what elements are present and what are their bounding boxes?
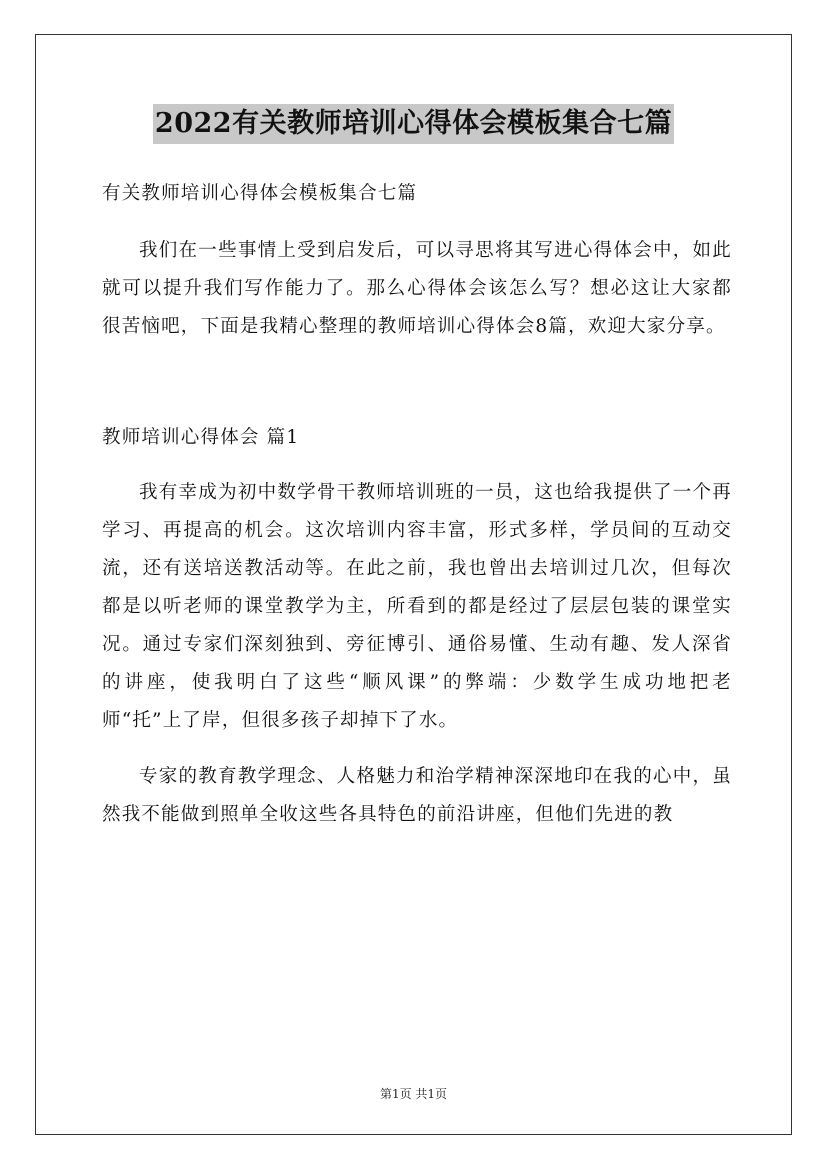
body-paragraph-1: 我有幸成为初中数学骨干教师培训班的一员，这也给我提供了一个再学习、再提高的机会。这次培训内容丰富，形式多样，学员间的互动交流，还有送培送教活动等。在此之前，我也曾出去培训过几次，但每次都是以听老师的课堂教学为主，所看到的都是经过了层层包装的课堂实况。通过专家们深刻独到、旁征博引、通俗易懂、生动有趣、发人深省的讲座，使我明白了这些“顺风课”的弊端：少数学生成功地把老师“托”上了岸，但很多孩子却掉下了水。 — [102, 482, 732, 731]
body-paragraph-2: 专家的教育教学理念、人格魅力和治学精神深深地印在我的心中，虽然我不能做到照单全收这些各具特色的前沿讲座，但他们先进的教 — [102, 766, 732, 825]
document-body — [102, 175, 732, 834]
document-subtitle: 有关教师培训心得体会模板集合七篇 — [102, 183, 418, 204]
page-footer: 第1页 共1页 — [379, 1087, 448, 1101]
intro-paragraph: 我们在一些事情上受到启发后，可以寻思将其写进心得体会中，如此就可以提升我们写作能力了。那么心得体会该怎么写？想必这让大家都很苦恼吧，下面是我精心整理的教师培训心得体会8篇，欢迎大家分享。 — [102, 240, 732, 337]
document-title-text: 2022有关教师培训心得体会模板集合七篇 — [153, 104, 674, 144]
document-title — [0, 101, 827, 144]
section-heading: 教师培训心得体会 篇1 — [102, 427, 300, 448]
